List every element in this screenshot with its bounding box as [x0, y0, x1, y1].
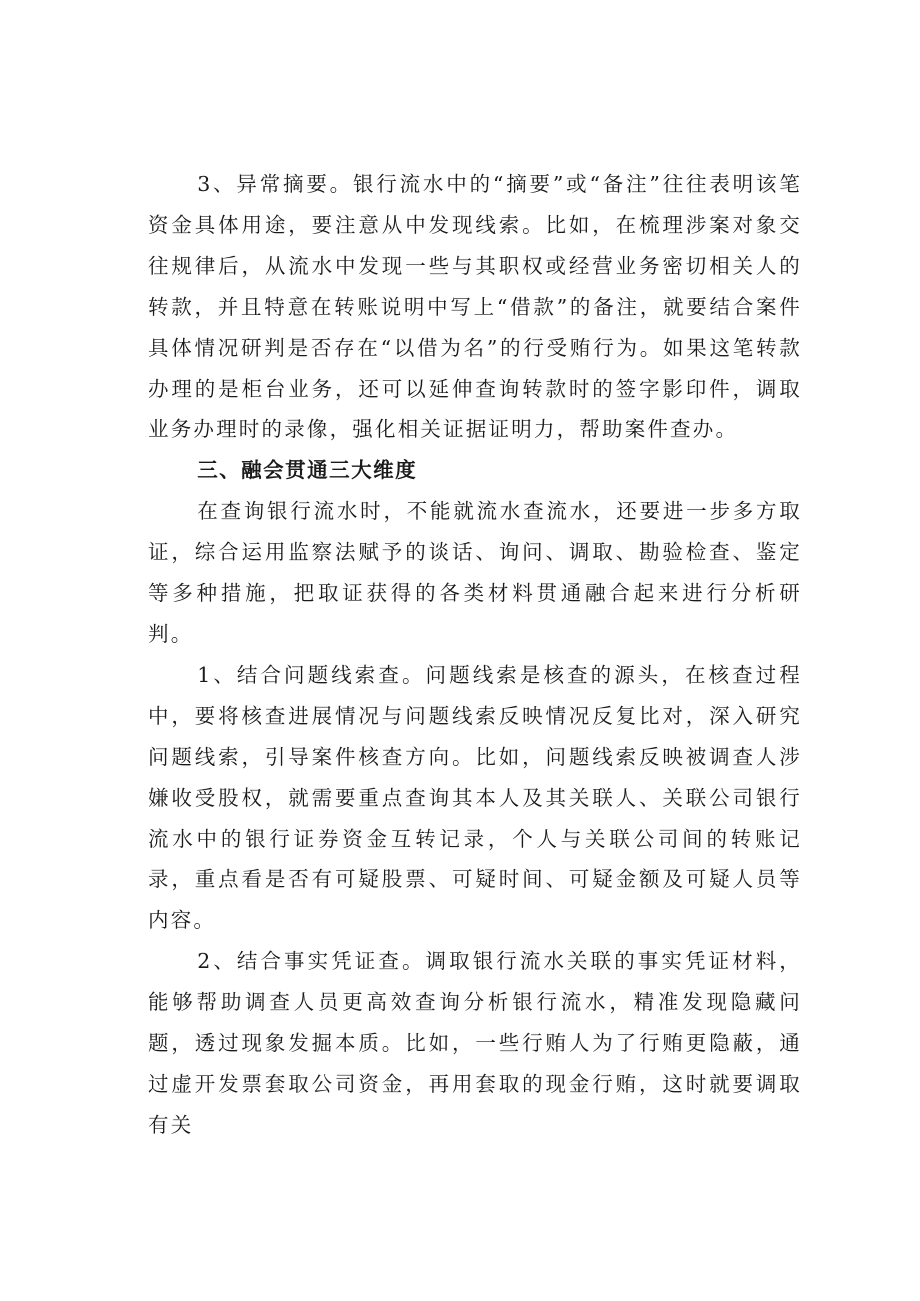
section-heading: 三、融会贯通三大维度 — [197, 458, 418, 483]
paragraph-section-intro: 在查询银行流水时，不能就流水查流水，还要进一步多方取证，综合运用监察法赋予的谈话、询问、调取、勘验检查、鉴定等多种措施，把取证获得的各类材料贯通融合起来进行分析研判。 — [148, 499, 802, 646]
paragraph-abnormal-summary: 3、异常摘要。银行流水中的“摘要”或“备注”往往表明该笔资金具体用途，要注意从中发现线索。比如，在梳理涉案对象交往规律后，从流水中发现一些与其职权或经营业务密切相关人的转款，并且特意在转账说明中写上“借款”的备注，就要结合案件具体情况研判是否存在“以借为名”的行受贿行为。如果这笔转款办理的是柜台业务，还可以延伸查询转款时的签字影印件，调取业务办理时的录像，强化相关证据证明力，帮助案件查办。 — [148, 172, 802, 442]
document-body — [148, 164, 802, 1146]
paragraph-problem-clues: 1、结合问题线索查。问题线索是核查的源头，在核查过程中，要将核查进展情况与问题线索反映情况反复比对，深入研究问题线索，引导案件核查方向。比如，问题线索反映被调查人涉嫌收受股权，就需要重点查询其本人及其关联人、关联公司银行流水中的银行证券资金互转记录，个人与关联公司间的转账记录，重点看是否有可疑股票、可疑时间、可疑金额及可疑人员等内容。 — [148, 662, 802, 933]
paragraph-factual-evidence: 2、结合事实凭证查。调取银行流水关联的事实凭证材料，能够帮助调查人员更高效查询分析银行流水，精准发现隐藏问题，透过现象发掘本质。比如，一些行贿人为了行贿更隐蔽，通过虚开发票套取公司资金，再用套取的现金行贿，这时就要调取有关 — [148, 949, 802, 1137]
